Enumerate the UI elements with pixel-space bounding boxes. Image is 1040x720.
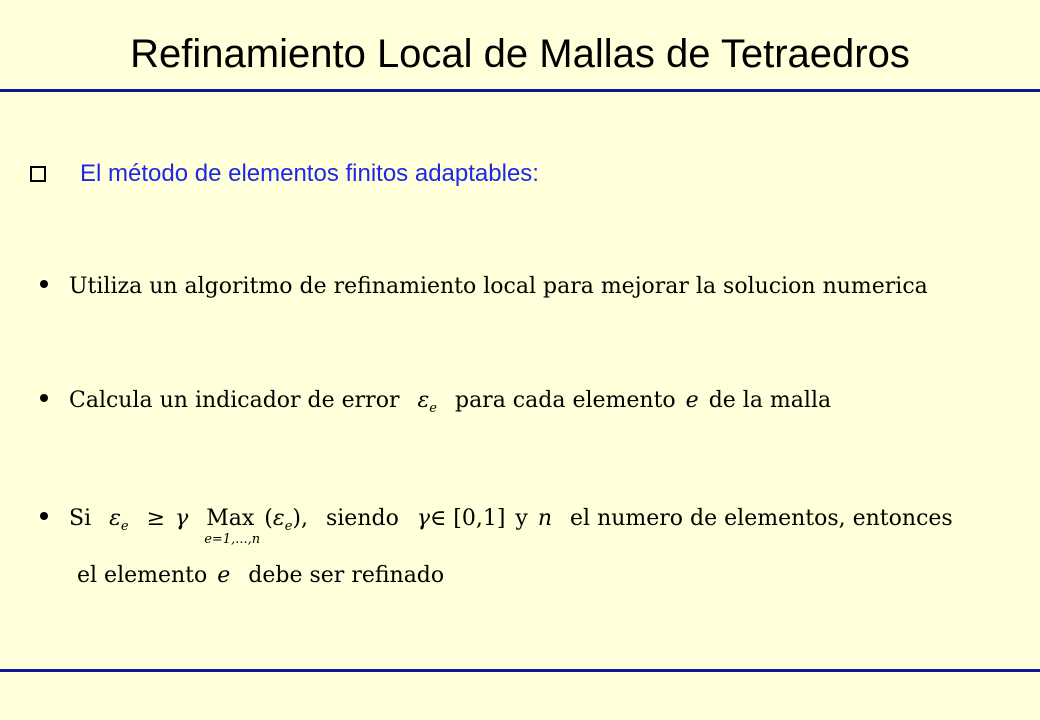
n-variable: n — [537, 506, 553, 531]
filled-dot-icon — [40, 394, 48, 402]
max-label: Max — [206, 506, 255, 531]
error-indicator-subscript: e — [429, 401, 437, 416]
bullet-item-3-continuation — [77, 563, 444, 588]
max-operator — [204, 506, 261, 547]
paren-close: ), — [292, 506, 308, 531]
geq-symbol: ≥ — [146, 506, 166, 531]
bullet-1-text: Utiliza un algoritmo de refinamiento local para mejorar la solucion numerica — [69, 274, 928, 299]
bullet-3-y: y — [515, 506, 528, 531]
subheading-row — [30, 158, 539, 190]
error-indicator-symbol: ε — [417, 388, 430, 413]
gamma-symbol-2: γ — [416, 506, 430, 531]
bullet-3-si: Si — [69, 506, 92, 531]
top-divider — [0, 89, 1040, 92]
slide-title: Refinamiento Local de Mallas de Tetraedros — [130, 32, 910, 76]
filled-dot-icon — [40, 512, 48, 520]
error-indicator-subscript: e — [120, 519, 129, 534]
error-indicator-subscript-2: e — [284, 519, 293, 534]
hollow-square-icon — [30, 166, 46, 182]
paren-open: ( — [264, 506, 273, 531]
bullet-item-1 — [40, 274, 928, 299]
error-indicator-symbol-2: ε — [272, 506, 285, 531]
bottom-divider — [0, 669, 1040, 672]
bullet-2-text-before: Calcula un indicador de error — [69, 388, 400, 413]
gamma-symbol: γ — [175, 506, 189, 531]
element-variable-2: e — [217, 563, 231, 588]
bullet-2-text-mid: para cada elemento — [454, 388, 676, 413]
bullet-3-tail: el numero de elementos, entonces — [570, 506, 953, 531]
bullet-3-siendo: siendo — [325, 506, 399, 531]
subheading-text: El método de elementos finitos adaptables: — [80, 160, 539, 187]
bullet-item-3 — [40, 506, 953, 547]
max-subscript: e=1,...,n — [204, 532, 261, 547]
filled-dot-icon — [40, 280, 48, 288]
bullet-item-2 — [40, 388, 832, 416]
bullet-3-line2-after: debe ser refinado — [248, 563, 445, 588]
interval: ∈ [0,1] — [429, 506, 506, 531]
error-indicator-symbol: ε — [109, 506, 121, 531]
bullet-2-text-after: de la malla — [708, 388, 832, 413]
element-variable: e — [685, 388, 699, 413]
bullet-3-line2-before: el elemento — [77, 563, 208, 588]
